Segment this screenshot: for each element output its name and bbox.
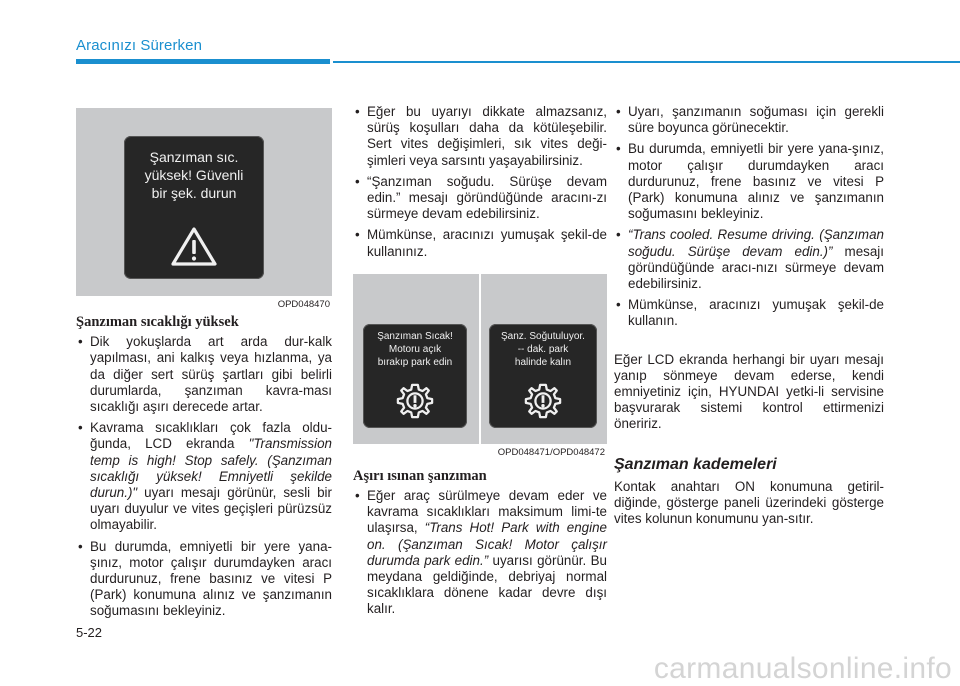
figure-transmission-temp-high	[76, 108, 332, 310]
bullet-list	[614, 104, 884, 330]
lcd-screen	[124, 136, 264, 279]
lcd-screen-left	[363, 324, 467, 428]
list-item: • “Trans cooled. Resume driving. (Şanzıman soğudu. Sürüşe devam edin.)” mesajı göründüğünde aracı-nızı sürmeye devam edebilirsiniz.	[614, 227, 884, 292]
list-item: • Bu durumda, emniyetli bir yere yana-şınız, motor çalışır durumdayken aracı durdurunuz, frene basınız ve vitesi P (Park) konumuna alınız ve şanzımanın soğumasını bekleyiniz.	[76, 539, 332, 620]
figure-trans-hot-cooling	[353, 274, 607, 458]
figure-code: OPD048470	[277, 298, 330, 310]
list-item: • Eğer araç sürülmeye devam eder ve kavrama sıcaklıkları maksimum limi-te ulaşırsa, “Trans Hot! Park with engine on. (Şanzıman Sıcak! Motor çalışır durumda park edin.” uyarısı görünür. Bu meydana geldiğinde, debriyaj normal sıcaklıklara dönene kadar devre dışı kalır.	[353, 488, 607, 618]
list-item: • Mümkünse, aracınızı yumuşak şekil-de kullanınız.	[353, 227, 607, 259]
heading-overheated-transmission: Aşırı ısınan şanzıman	[353, 467, 487, 484]
header-rule-thin	[333, 61, 960, 63]
figure-code: OPD048471/OPD048472	[497, 446, 605, 458]
lcd-message: Şanzıman sıc. yüksek! Güvenli bir şek. durun	[144, 149, 244, 201]
positions-paragraph: Kontak anahtarı ON konumuna getiril-diğinde, gösterge paneli üzerindeki gösterge vites kolunun konumunu yan-sıtır.	[614, 478, 884, 527]
heading-transmission-temp-high: Şanzıman sıcaklığı yüksek	[76, 314, 239, 330]
list-item: • Kavrama sıcaklıkları çok fazla oldu-ğunda, LCD ekranda "Transmission temp is high! Stop safely. (Şanzıman sıcaklığı yüksek! Emniyetli şekilde durun.)" uyarı mesajı görünür, sesli bir uyarı duyulur ve vites geçişleri pürüzsüz olmayabilir.	[76, 420, 332, 533]
watermark: carmanualsonline.info	[653, 652, 952, 685]
list-item: • Bu durumda, emniyetli bir yere yana-şınız, motor çalışır durumdayken aracı durdurunuz, frene basınız ve vitesi P (Park) konumuna alınız ve şanzımanın soğumasını bekleyiniz.	[614, 141, 884, 222]
list-item: • Eğer bu uyarıyı dikkate almazsanız, sürüş koşulları daha da kötüleşebilir. Sert vites değişimleri, sık vites deği-şimleri veya sarsıntı yaşayabilirsiniz.	[353, 104, 607, 169]
bullet-list	[76, 334, 332, 619]
bullet-list	[353, 488, 607, 618]
warning-paragraph: Eğer LCD ekranda herhangi bir uyarı mesajı yanıp sönmeye devam ederse, kendi emniyetiniz için, HYUNDAI yetki-li servisine başvurarak sistemi kontrol ettirmenizi öneririz.	[614, 351, 884, 432]
list-item: • Mümkünse, aracınızı yumuşak şekil-de kullanın.	[614, 297, 884, 329]
bullet-list	[353, 104, 607, 260]
list-item: • Dik yokuşlarda art arda dur-kalk yapılması, ani kalkış veya hızlanma, ya da diğer sert sürüş şartları gibi belirli durumlarda, şanzıman kavra-ması sıcaklığı aşırı derecede artar.	[76, 334, 332, 415]
lcd-message: Şanz. Soğutuluyor. -- dak. park halinde kalın	[501, 330, 585, 368]
lcd-screen-right	[489, 324, 597, 428]
list-item: • “Şanzıman soğudu. Sürüşe devam edin.” mesajı göründüğünde aracını-zı sürmeye devam edebilirsiniz.	[353, 174, 607, 223]
column-2	[353, 104, 607, 623]
header-rule-thick	[76, 59, 330, 64]
list-item: • Uyarı, şanzımanın soğuması için gerekli süre boyunca görünecektir.	[614, 104, 884, 136]
warning-triangle-icon	[171, 226, 217, 266]
transmission-gear-icon	[396, 382, 434, 420]
column-1	[76, 108, 332, 625]
lcd-message: Şanzıman Sıcak! Motoru açık bırakıp park edin	[377, 330, 453, 368]
page-number: 5-22	[76, 625, 103, 640]
column-3	[614, 104, 884, 551]
transmission-gear-icon	[524, 382, 562, 420]
figure-divider	[479, 274, 481, 444]
heading-transmission-positions: Şanzıman kademeleri	[614, 455, 777, 473]
section-title: Aracınızı Sürerken	[76, 37, 203, 54]
